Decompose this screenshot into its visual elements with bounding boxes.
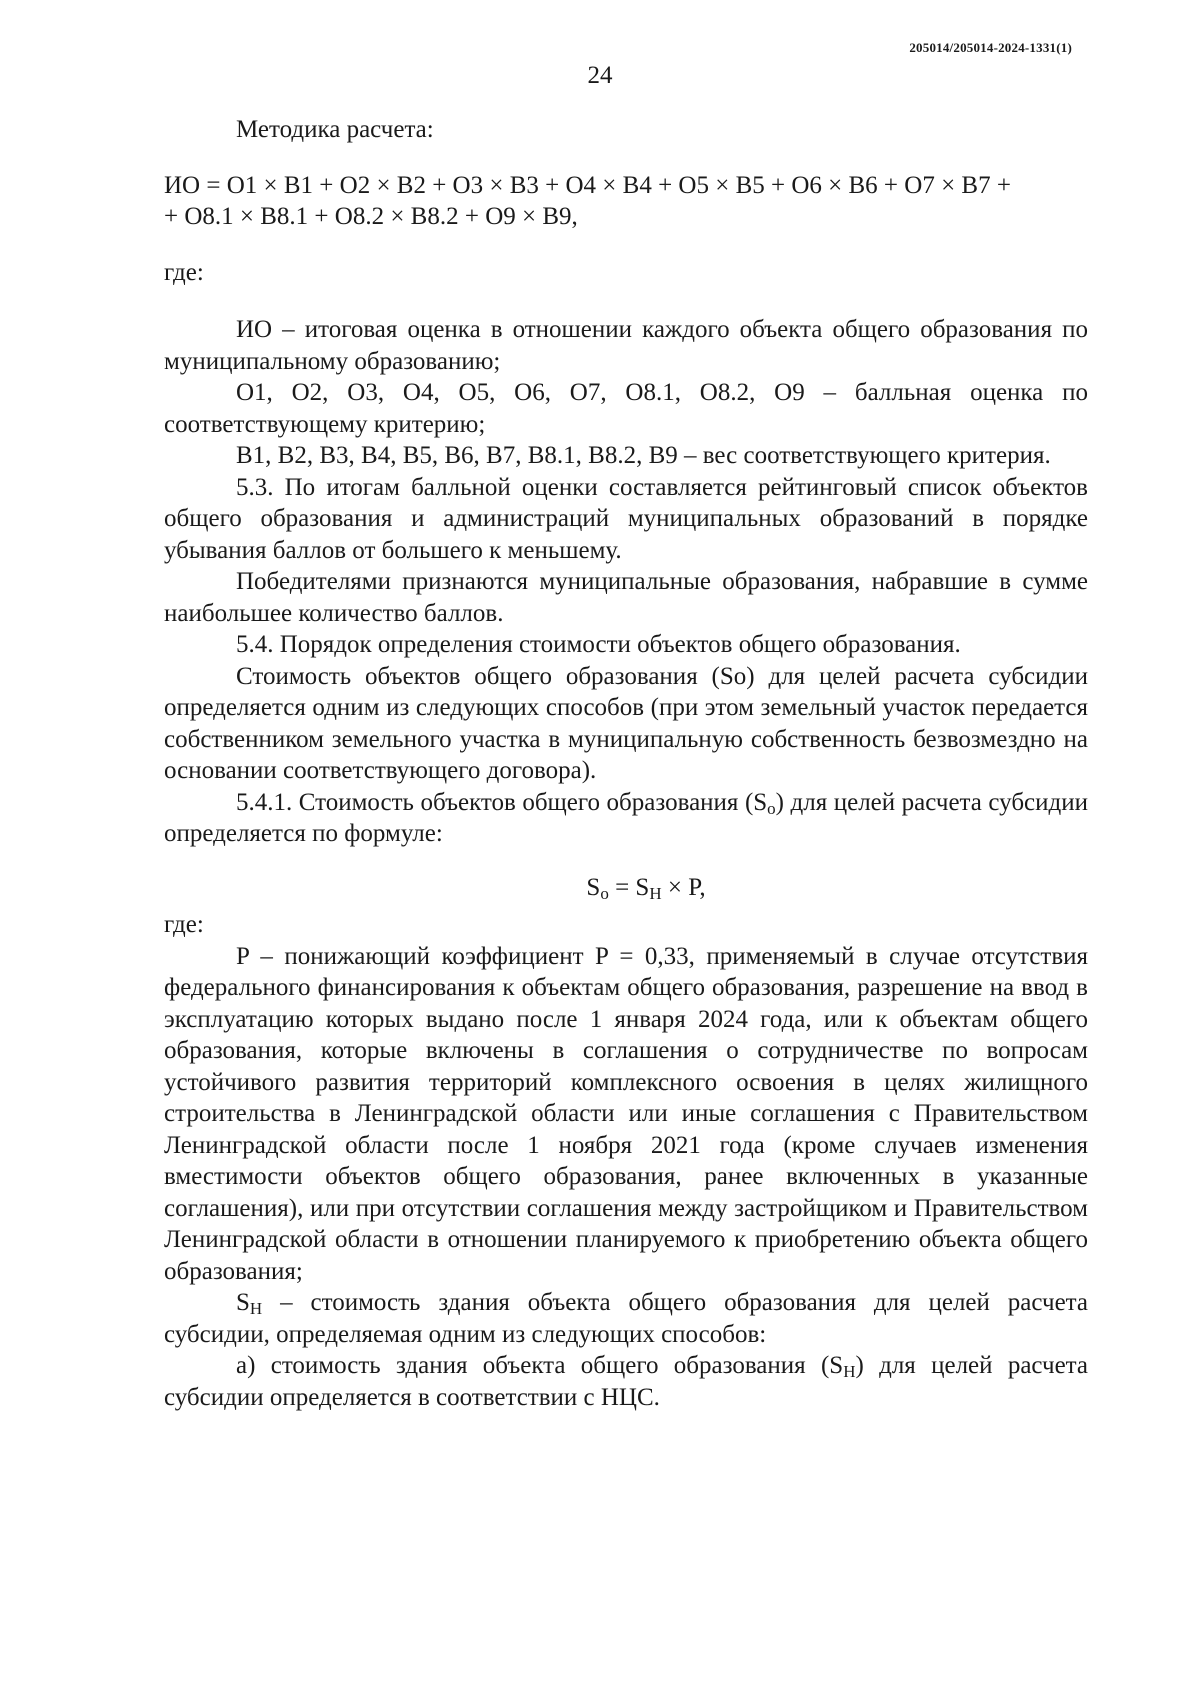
definition-io: ИО – итоговая оценка в отношении каждого объекта общего образования по муниципальному образованию; <box>164 316 1088 375</box>
definition-sh <box>164 1287 1088 1350</box>
formula-line-1: ИО = О1 × В1 + О2 × В2 + О3 × В3 + О4 × В4 + О5 × В5 + О6 × В6 + О7 × В7 + <box>164 171 1011 199</box>
paragraph-winners: Победителями признаются муниципальные образования, набравшие в сумме наибольшее количество баллов. <box>164 568 1088 627</box>
definition-p: P – понижающий коэффициент P = 0,33, применяемый в случае отсутствия федерального финансирования к объектам общего образования, разрешение на ввод в эксплуатацию которых выдано после 1 января 2024 года, или к объектам общего образования, которые включены в соглашения о сотрудничестве по вопросам устойчивого развития территорий комплексного освоения в целях жилищного строительства в Ленинградской области или иные соглашения с Правительством Ленинградской области после 1 ноября 2021 года (кроме случаев изменения вместимости объектов общего образования, ранее включенных в указанные соглашения), или при отсутствии соглашения между застройщиком и Правительством Ленинградской области в отношении планируемого к приобретению объекта общего образования; <box>164 942 1088 1285</box>
formula-so-s: S <box>586 873 601 901</box>
paragraph-5-4-1-start: 5.4.1. Стоимость объектов общего образования (S <box>236 788 768 816</box>
formula-so-rest: × P, <box>661 873 706 901</box>
page-number: 24 <box>587 62 613 89</box>
formula-so-sub-h: Н <box>649 883 662 903</box>
subscript-o: о <box>767 798 776 818</box>
item-a-end: ) для целей расчета субсидии определяется в соответствии с НЦС. <box>164 1352 1089 1411</box>
item-a-sub: Н <box>843 1362 856 1381</box>
method-heading: Методика расчета: <box>236 116 434 143</box>
paragraph-cost: Стоимость объектов общего образования (So) для целей расчета субсидии определяется одним из следующих способов (при этом земельный участок передается собственником земельного участка в муниципальную собственность безвозмездно на основании соответствующего договора). <box>164 662 1088 784</box>
definition-sh-rest: – стоимость здания объекта общего образования для целей расчета субсидии, определяемая одним из следующих способов: <box>164 1289 1088 1348</box>
paragraph-5-4-1 <box>164 787 1088 850</box>
formula-so <box>164 872 1088 904</box>
item-a <box>164 1350 1088 1413</box>
definition-sh-s: S <box>236 1289 250 1316</box>
paragraph-5-3: 5.3. По итогам балльной оценки составляется рейтинговый список объектов общего образования и администраций муниципальных образований в порядке убывания баллов от большего к меньшему. <box>164 473 1088 564</box>
paragraph-5-4-1-end: ) для целей расчета субсидии определяется по формуле: <box>164 788 1088 847</box>
formula-line-2: + О8.1 × В8.1 + О8.2 × В8.2 + О9 × В9, <box>164 203 578 230</box>
item-a-start: а) стоимость здания объекта общего образования (S <box>236 1352 844 1379</box>
where-label-2: где: <box>164 911 204 938</box>
definition-sh-sub: Н <box>249 1299 263 1318</box>
formula-so-sub-o: о <box>600 883 609 903</box>
definition-o: О1, О2, О3, О4, О5, О6, О7, О8.1, О8.2, О9 – балльная оценка по соответствующему критерию; <box>164 379 1088 438</box>
paragraph-5-4: 5.4. Порядок определения стоимости объектов общего образования. <box>236 631 961 658</box>
formula-so-eq: = S <box>608 873 650 901</box>
document-number: 205014/205014-2024-1331(1) <box>909 40 1072 55</box>
where-label: где: <box>164 258 204 286</box>
document-body <box>164 114 1088 1413</box>
definition-b: В1, В2, В3, В4, В5, В6, В7, В8.1, В8.2, В9 – вес соответствующего критерия. <box>236 442 1051 469</box>
